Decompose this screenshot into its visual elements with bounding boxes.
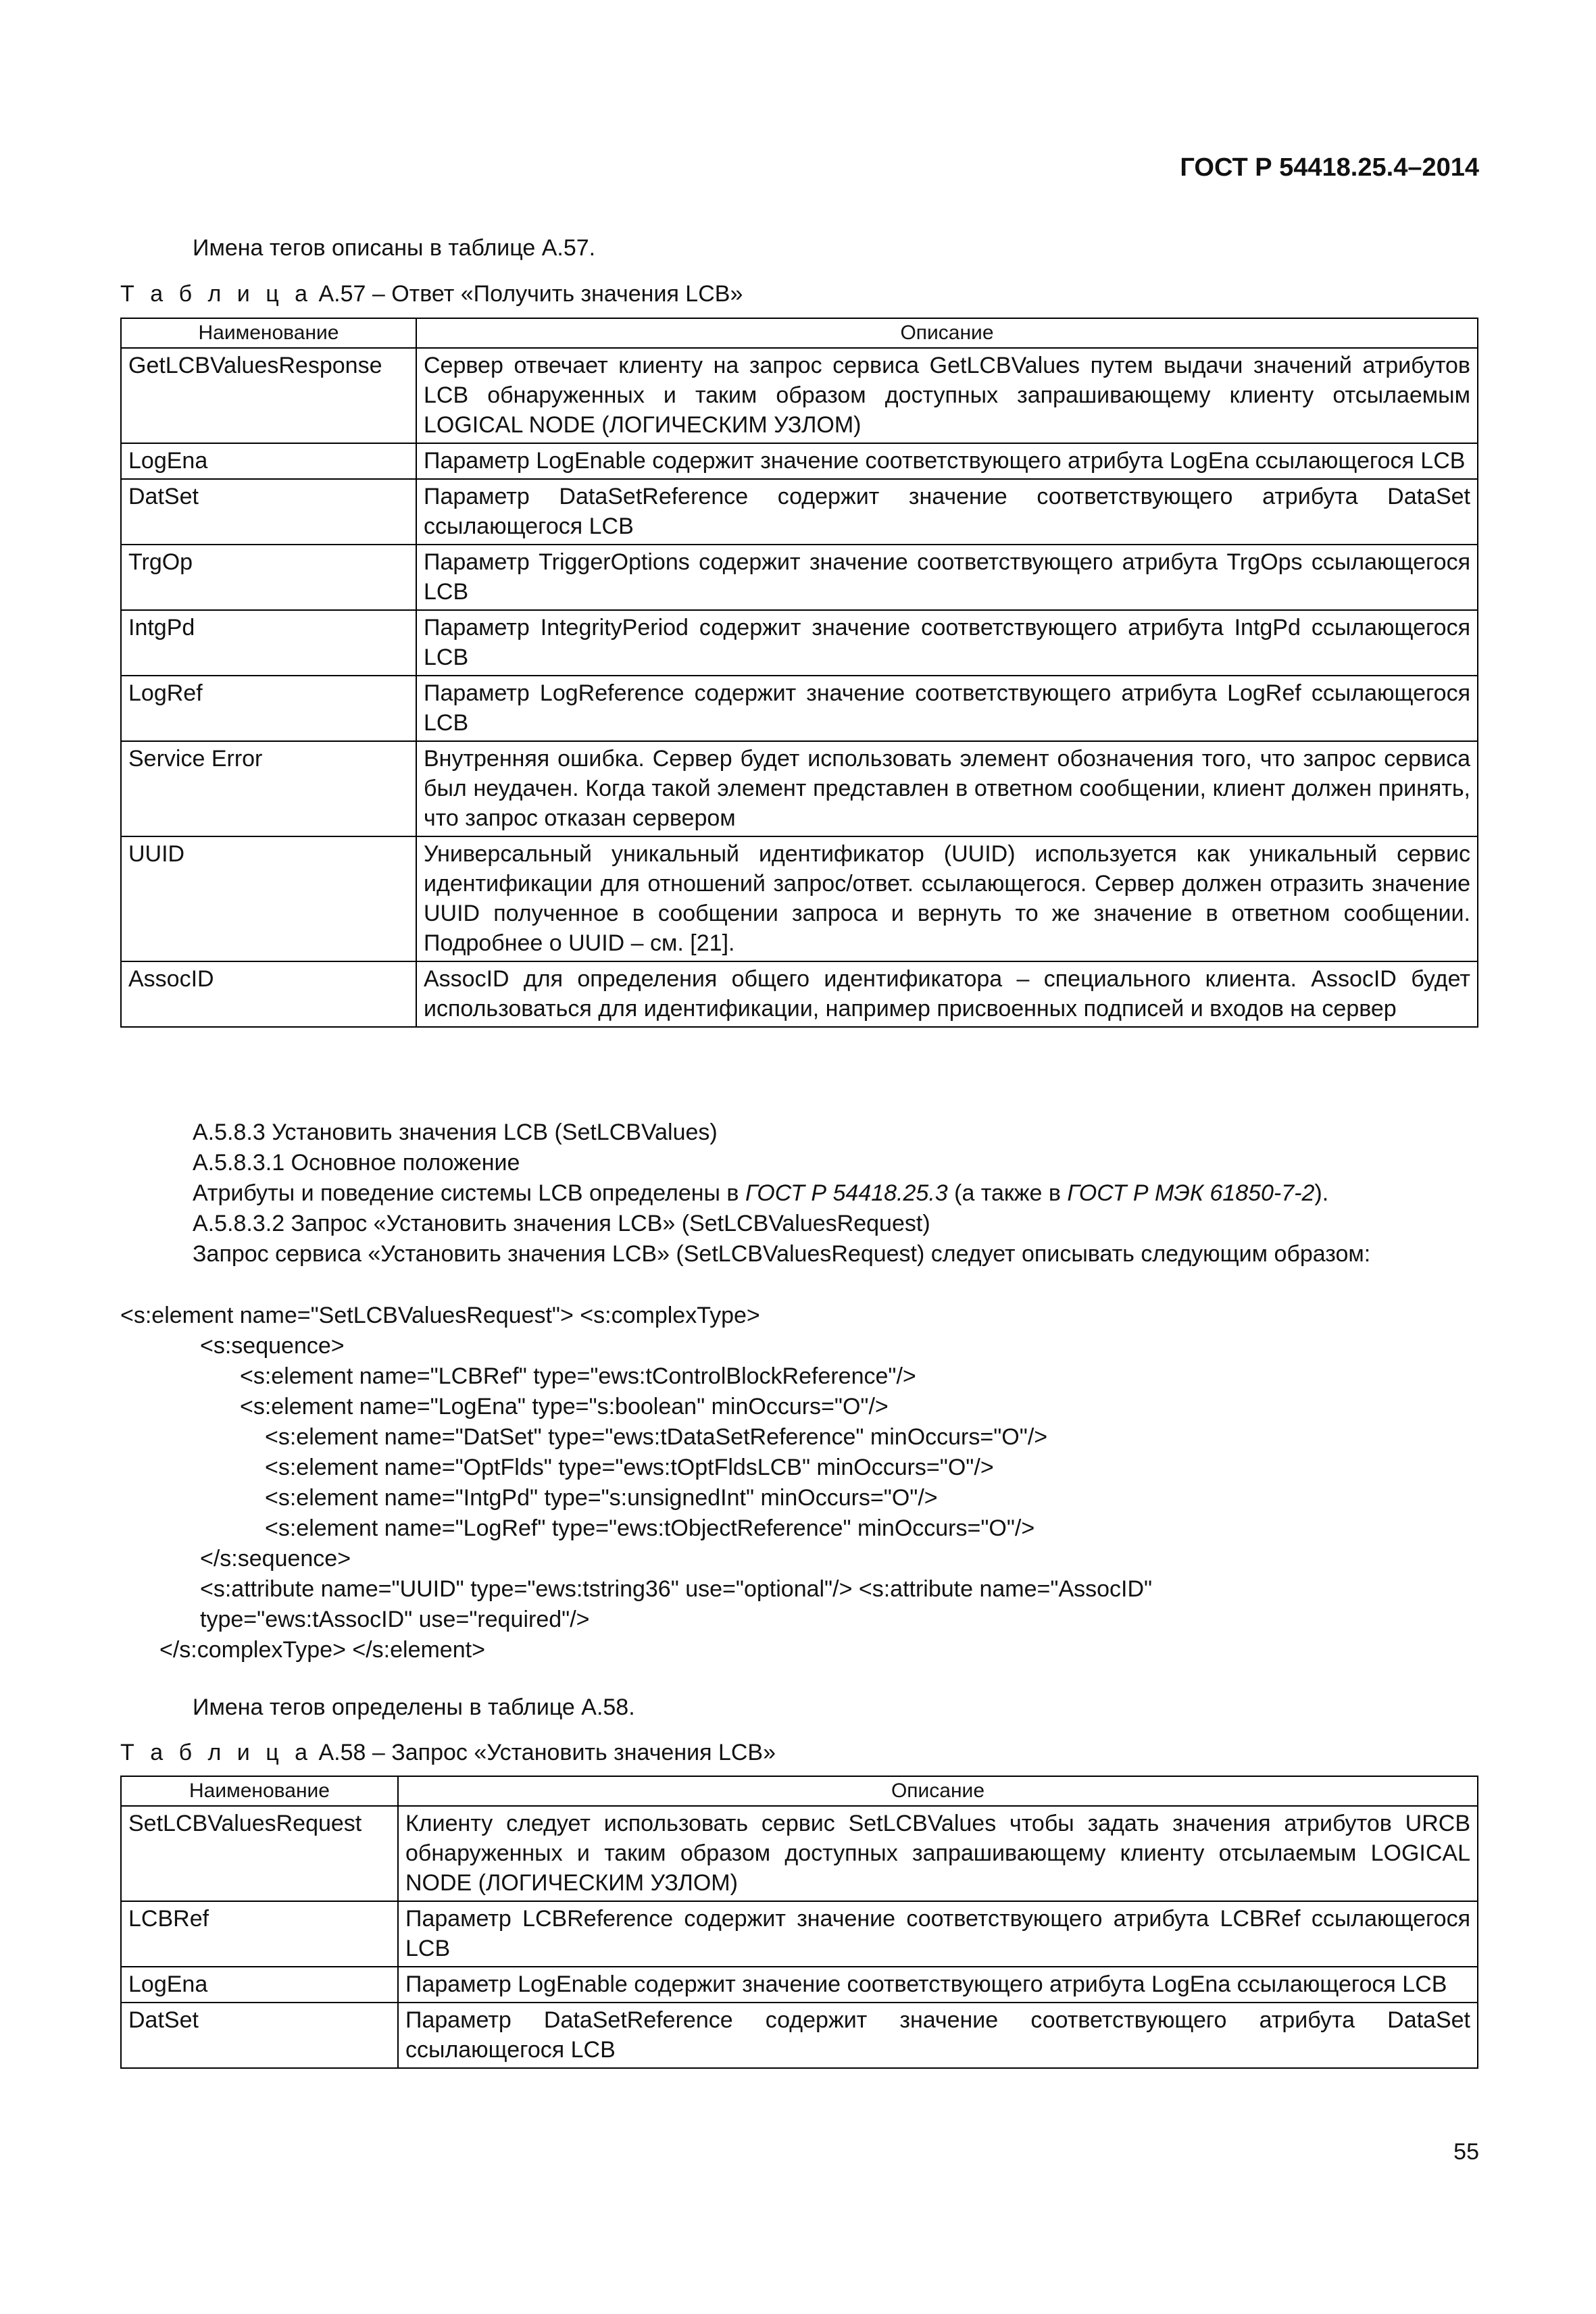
reference-link-gost-25-3: ГОСТ Р 54418.25.3	[745, 1180, 948, 1206]
table-row	[121, 741, 1478, 836]
section-heading-a5-8-3: А.5.8.3 Установить значения LCB (SetLCBValues)	[193, 1120, 718, 1145]
table-row	[121, 836, 1478, 961]
cell-name: GetLCBValuesResponse	[121, 348, 416, 443]
table-a57	[120, 318, 1478, 1028]
code-line: </s:complexType> </s:element>	[159, 1637, 485, 1663]
section-heading-a5-8-3-2: А.5.8.3.2 Запрос «Установить значения LCB» (SetLCBValuesRequest)	[193, 1211, 930, 1236]
cell-description: Сервер отвечает клиенту на запрос сервиса GetLCBValues путем выдачи значений атрибутов LCB обнаруженных и таким образом доступных запрашивающему клиенту отсылаемым LOGICAL NODE (ЛОГИЧЕСКИМ УЗЛОМ)	[416, 348, 1478, 443]
cell-name: SetLCBValuesRequest	[121, 1806, 398, 1901]
intro-paragraph-a57: Имена тегов описаны в таблице А.57.	[193, 235, 596, 261]
code-line: <s:attribute name="UUID" type="ews:tstring36" use="optional"/> <s:attribute name="AssocID"	[200, 1576, 1153, 1602]
column-header-name: Наименование	[121, 1776, 398, 1806]
cell-name: DatSet	[121, 479, 416, 545]
table-row	[121, 2003, 1478, 2068]
section-paragraph-request: Запрос сервиса «Установить значения LCB» (SetLCBValuesRequest) следует описывать следующим образом:	[193, 1241, 1371, 1267]
cell-name: LogRef	[121, 676, 416, 741]
cell-name: LogEna	[121, 1967, 398, 2003]
code-line: <s:element name="LCBRef" type="ews:tControlBlockReference"/>	[240, 1363, 916, 1389]
table-row	[121, 545, 1478, 610]
cell-name: Service Error	[121, 741, 416, 836]
code-line: <s:element name="SetLCBValuesRequest"> <s:complexType>	[120, 1303, 760, 1328]
page-number: 55	[1453, 2139, 1479, 2165]
table-a58-caption	[120, 1740, 776, 1766]
cell-name: LogEna	[121, 443, 416, 479]
table-row	[121, 1967, 1478, 2003]
code-line: <s:element name="LogRef" type="ews:tObjectReference" minOccurs="O"/>	[265, 1515, 1035, 1541]
table-row	[121, 1806, 1478, 1901]
cell-description: Параметр LogEnable содержит значение соответствующего атрибута LogEna ссылающегося LCB	[416, 443, 1478, 479]
code-line: <s:element name="OptFlds" type="ews:tOptFldsLCB" minOccurs="O"/>	[265, 1455, 994, 1480]
table-row	[121, 479, 1478, 545]
column-header-description: Описание	[398, 1776, 1478, 1806]
cell-description: Параметр IntegrityPeriod содержит значение соответствующего атрибута IntgPd ссылающегося LCB	[416, 610, 1478, 676]
table-a58	[120, 1776, 1478, 2069]
table-row	[121, 443, 1478, 479]
column-header-description: Описание	[416, 318, 1478, 348]
section-paragraph-attributes: Атрибуты и поведение системы LCB определены в ГОСТ Р 54418.25.3 (а также в ГОСТ Р МЭК 61850-7-2).	[193, 1180, 1329, 1206]
reference-link-gost-61850: ГОСТ Р МЭК 61850-7-2	[1067, 1180, 1315, 1206]
cell-name: IntgPd	[121, 610, 416, 676]
code-line: <s:element name="LogEna" type="s:boolean" minOccurs="O"/>	[240, 1394, 889, 1419]
cell-description: Параметр LCBReference содержит значение соответствующего атрибута LCBRef ссылающегося LCB	[398, 1901, 1478, 1967]
standard-header: ГОСТ Р 54418.25.4–2014	[1180, 153, 1479, 182]
cell-description: Клиенту следует использовать сервис SetLCBValues чтобы задать значения атрибутов URCB обнаруженных и таким образом доступных запрашивающему клиенту отсылаемым LOGICAL NODE (ЛОГИЧЕСКИМ УЗЛОМ)	[398, 1806, 1478, 1901]
cell-description: Универсальный уникальный идентификатор (UUID) используется как уникальный сервис идентификации для отношений запрос/ответ. ссылающегося. Сервер должен отразить значение UUID полученное в сообщении запроса и вернуть то же значение в ответном сообщении. Подробнее о UUID – см. [21].	[416, 836, 1478, 961]
cell-description: AssocID для определения общего идентификатора – специального клиента. AssocID будет использоваться для идентификации, например присвоенных подписей и входов на сервер	[416, 961, 1478, 1027]
cell-name: DatSet	[121, 2003, 398, 2068]
cell-name: UUID	[121, 836, 416, 961]
code-line: <s:sequence>	[200, 1333, 345, 1359]
cell-name: AssocID	[121, 961, 416, 1027]
caption-prefix: Т а б л и ц а	[120, 281, 313, 307]
code-line: type="ews:tAssocID" use="required"/>	[200, 1607, 590, 1632]
column-header-name: Наименование	[121, 318, 416, 348]
cell-name: LCBRef	[121, 1901, 398, 1967]
cell-name: TrgOp	[121, 545, 416, 610]
table-row	[121, 961, 1478, 1027]
table-header-row	[121, 1776, 1478, 1806]
caption-text: А.57 – Ответ «Получить значения LCB»	[312, 281, 743, 307]
table-row	[121, 1901, 1478, 1967]
code-line: <s:element name="IntgPd" type="s:unsignedInt" minOccurs="O"/>	[265, 1485, 938, 1511]
table-row	[121, 348, 1478, 443]
table-row	[121, 676, 1478, 741]
cell-description: Параметр DataSetReference содержит значение соответствующего атрибута DataSet ссылающегося LCB	[416, 479, 1478, 545]
cell-description: Внутренняя ошибка. Сервер будет использовать элемент обозначения того, что запрос сервиса был неудачен. Когда такой элемент представлен в ответном сообщении, клиент должен принять, что запрос отказан сервером	[416, 741, 1478, 836]
table-row	[121, 610, 1478, 676]
cell-description: Параметр LogReference содержит значение соответствующего атрибута LogRef ссылающегося LCB	[416, 676, 1478, 741]
table-a57-caption	[120, 281, 743, 307]
code-line: </s:sequence>	[200, 1546, 351, 1571]
cell-description: Параметр LogEnable содержит значение соответствующего атрибута LogEna ссылающегося LCB	[398, 1967, 1478, 2003]
caption-text: А.58 – Запрос «Установить значения LCB»	[312, 1740, 776, 1765]
intro-paragraph-a58: Имена тегов определены в таблице А.58.	[193, 1694, 635, 1720]
caption-prefix: Т а б л и ц а	[120, 1740, 313, 1765]
cell-description: Параметр TriggerOptions содержит значение соответствующего атрибута TrgOps ссылающегося LCB	[416, 545, 1478, 610]
cell-description: Параметр DataSetReference содержит значение соответствующего атрибута DataSet ссылающегося LCB	[398, 2003, 1478, 2068]
code-line: <s:element name="DatSet" type="ews:tDataSetReference" minOccurs="O"/>	[265, 1424, 1048, 1450]
table-header-row	[121, 318, 1478, 348]
section-heading-a5-8-3-1: А.5.8.3.1 Основное положение	[193, 1150, 520, 1176]
